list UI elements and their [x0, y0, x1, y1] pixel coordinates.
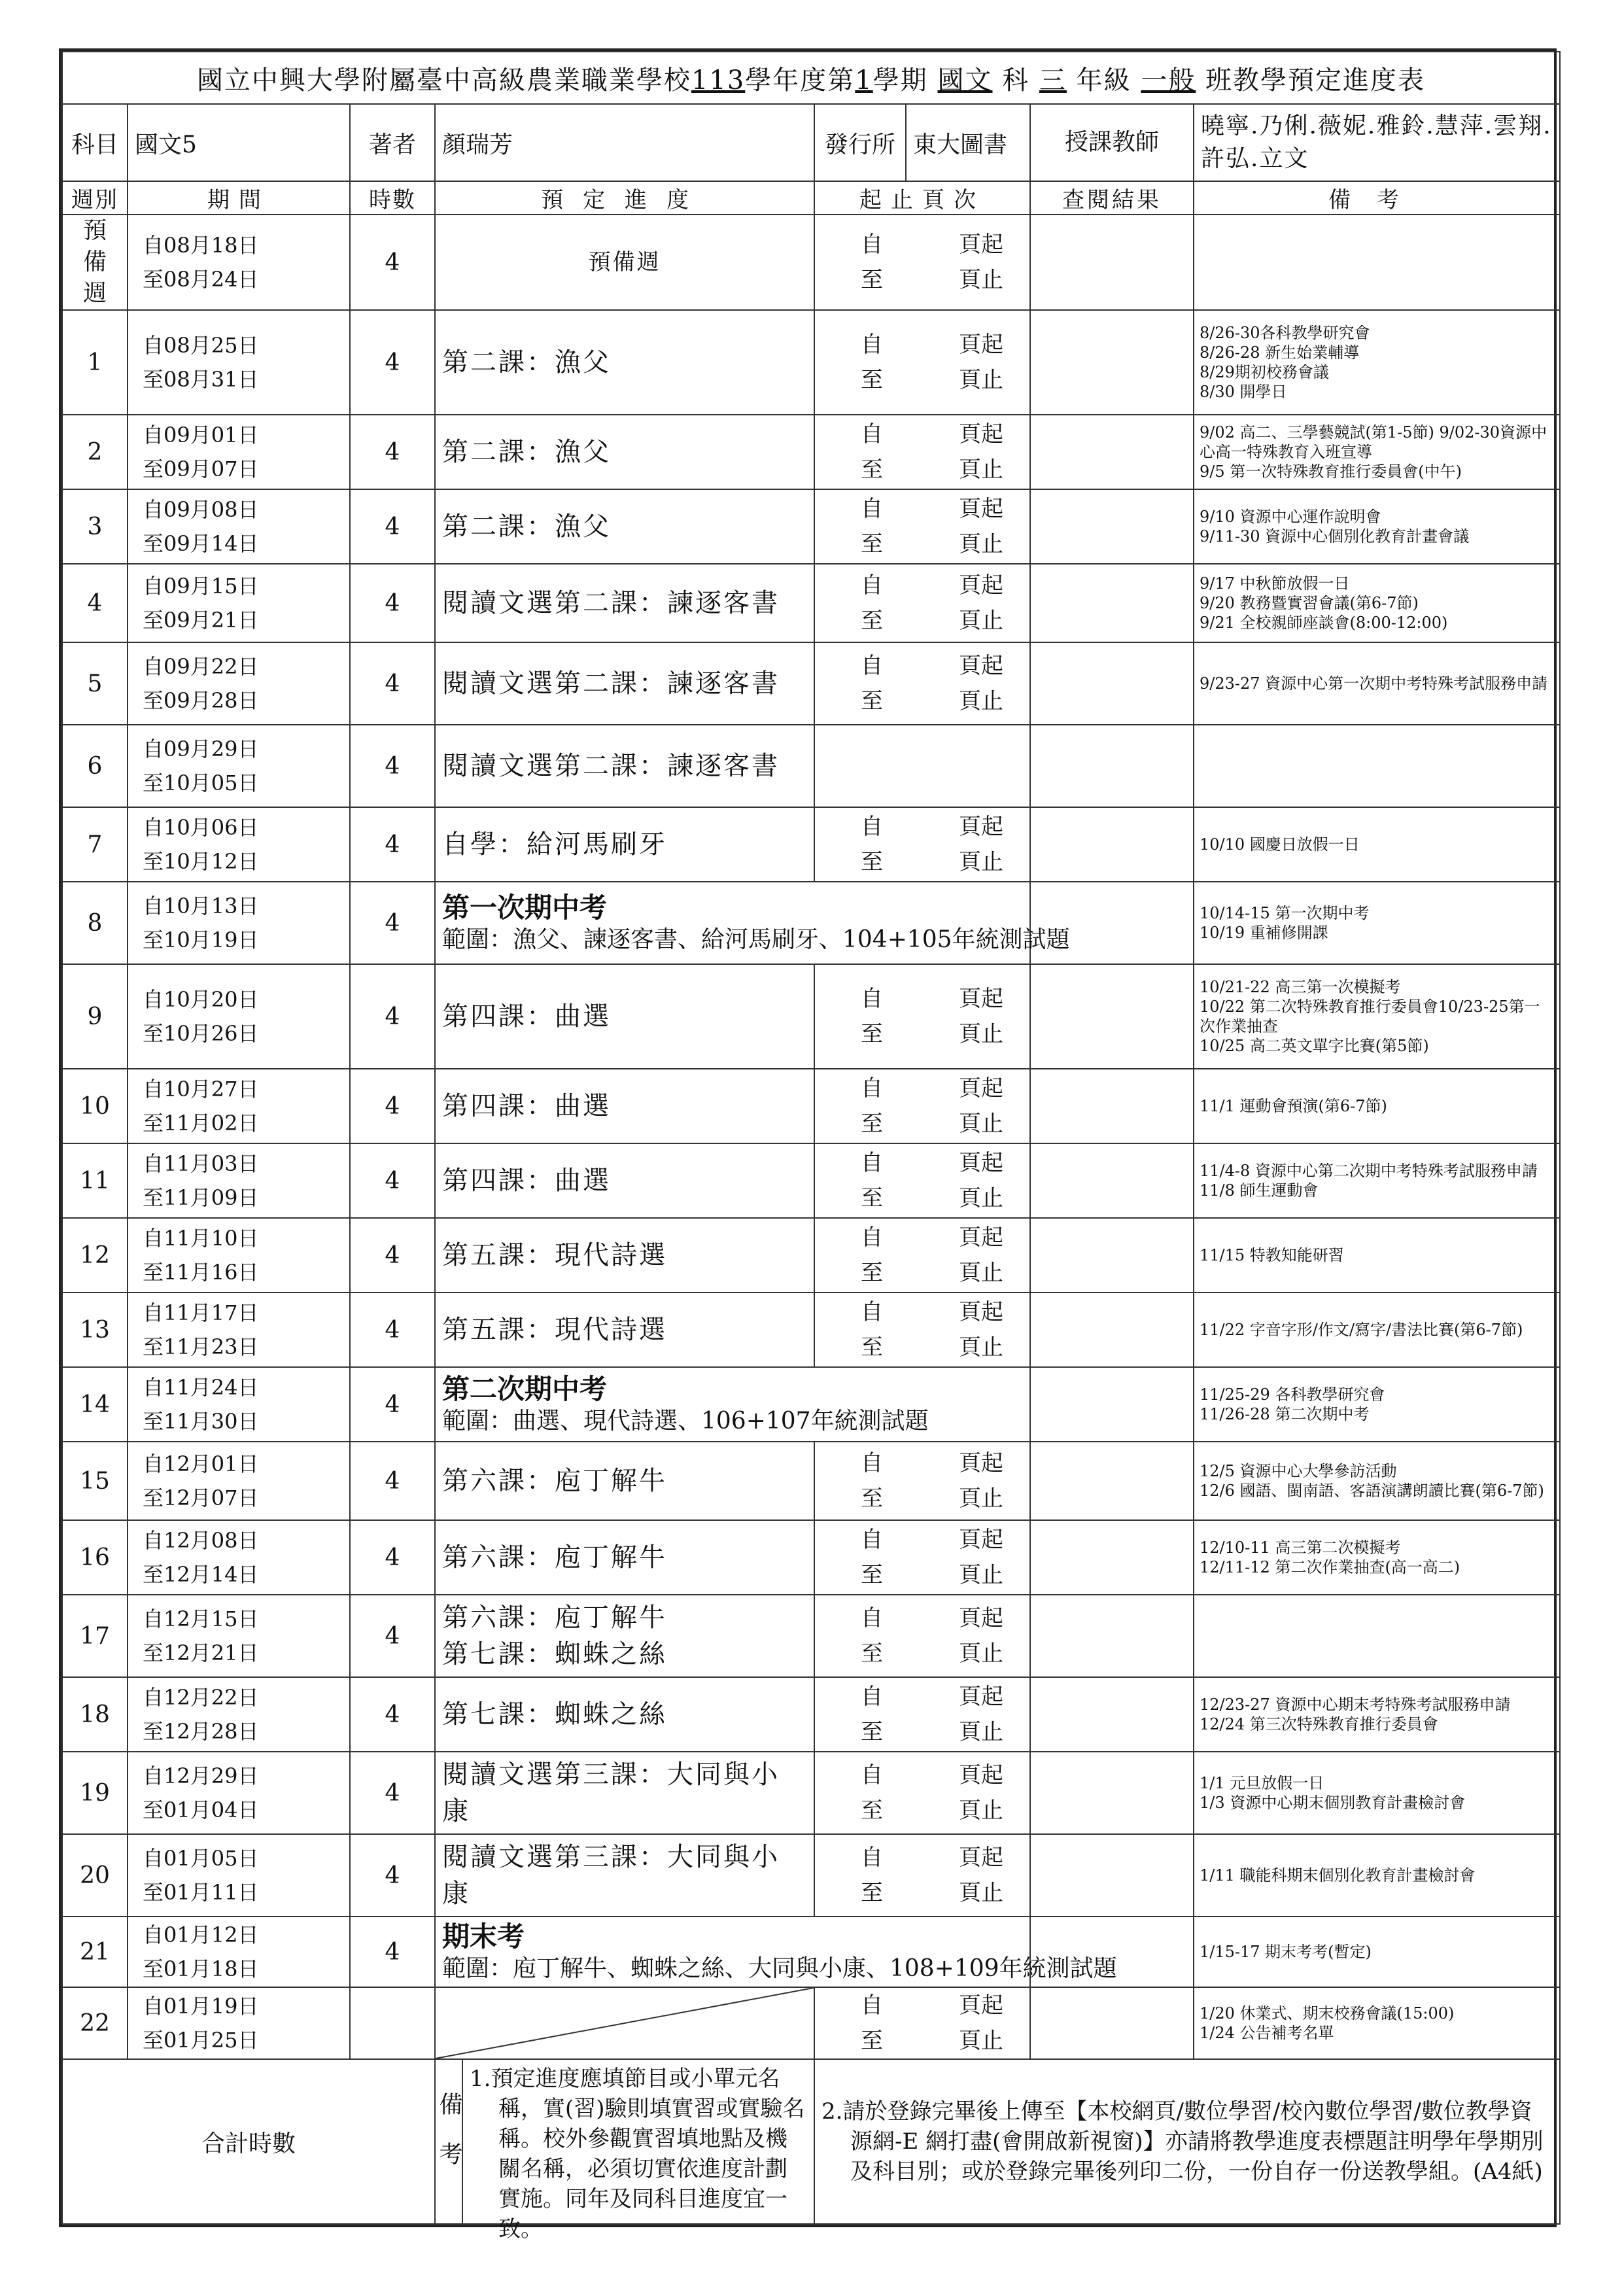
review-cell: [1030, 1987, 1194, 2059]
pages-range: [814, 1595, 1030, 1677]
plan-text: 閱讀文選第三課：大同與小康: [435, 1752, 814, 1834]
exam-plan: [435, 1367, 1030, 1442]
week-note: 9/23-27 資源中心第一次期中考特殊考試服務申請: [1194, 642, 1560, 725]
week-period: [128, 1834, 350, 1917]
pages-start: 自 頁起: [861, 653, 1003, 679]
week-period: [128, 1293, 350, 1367]
week-note: 9/17 中秋節放假一日 9/20 教務暨實習會議(第6-7節) 9/21 全校親師座談會(8:00-12:00): [1194, 564, 1560, 642]
pages-range: [814, 1293, 1030, 1367]
week-note: 1/20 休業式、期末校務會議(15:00) 1/24 公告補考名單: [1194, 1987, 1560, 2059]
period-from: 自09月08日: [143, 497, 259, 522]
week-row: [62, 489, 1560, 564]
period-to: 至11月23日: [143, 1334, 259, 1359]
pages-start: 自 頁起: [861, 1224, 1003, 1251]
diagonal-line: [436, 1988, 814, 2058]
period-from: 自10月13日: [143, 894, 259, 918]
week-note: 11/15 特教知能研習: [1194, 1218, 1560, 1293]
week-row: [62, 1293, 1560, 1367]
week-hours: 4: [350, 882, 435, 964]
week-number: 16: [62, 1520, 128, 1595]
week-note: 10/21-22 高三第一次模擬考 10/22 第二次特殊教育推行委員會10/23-25第一次作業抽查 10/25 高二英文單字比賽(第5節): [1194, 964, 1560, 1069]
week-period: [128, 1367, 350, 1442]
week-hours: 4: [350, 1143, 435, 1218]
pages-end: 至 頁止: [861, 688, 1003, 714]
author-value: 顏瑞芳: [435, 104, 814, 181]
period-to: 至12月21日: [143, 1641, 259, 1665]
col-pages: 起止頁次: [814, 181, 1030, 215]
week-hours: 4: [350, 564, 435, 642]
pages-range: [814, 415, 1030, 489]
page-title: 國立中興大學附屬臺中高級農業職業學校113學年度第1學期 國文 科 三 年級 一般 班教學預定進度表: [62, 52, 1560, 104]
week-hours: 4: [350, 642, 435, 725]
week-row: [62, 882, 1560, 964]
week-hours: 4: [350, 310, 435, 415]
week-row: [62, 310, 1560, 415]
footer-row: [62, 2059, 1560, 2224]
week-hours: 4: [350, 1442, 435, 1520]
pages-range: [814, 1520, 1030, 1595]
pages-end: 至 頁止: [861, 1719, 1003, 1745]
pages-end: 至 頁止: [861, 1562, 1003, 1588]
week-note: 12/23-27 資源中心期末考特殊考試服務申請 12/24 第三次特殊教育推行委員會: [1194, 1677, 1560, 1752]
week-period: [128, 1595, 350, 1677]
pages-end: 至 頁止: [861, 2028, 1003, 2054]
review-cell: [1030, 1367, 1194, 1442]
week-period: [128, 725, 350, 807]
week-note: 9/10 資源中心運作說明會 9/11-30 資源中心個別化教育計畫會議: [1194, 489, 1560, 564]
period-to: 至12月07日: [143, 1485, 259, 1510]
exam-range: 範圍：庖丁解牛、蜘蛛之絲、大同與小康、108+109年統測試題: [442, 1955, 1117, 1982]
pages-end: 至 頁止: [861, 1185, 1003, 1211]
review-cell: [1030, 489, 1194, 564]
period-to: 至01月11日: [143, 1880, 259, 1905]
pages-start: 自 頁起: [861, 332, 1003, 358]
week-note: 10/14-15 第一次期中考 10/19 重補修開課: [1194, 882, 1560, 964]
period-from: 自09月22日: [143, 654, 259, 679]
exam-range: 範圍：曲選、現代詩選、106+107年統測試題: [442, 1408, 929, 1434]
plan-text: 第五課：現代詩選: [435, 1293, 814, 1367]
week-number: 4: [62, 564, 128, 642]
pages-start: 自 頁起: [861, 1605, 1003, 1631]
review-cell: [1030, 1595, 1194, 1677]
week-period: [128, 215, 350, 310]
plan-text: 閱讀文選第二課：諫逐客書: [435, 642, 814, 725]
week-number: 3: [62, 489, 128, 564]
period-from: 自09月01日: [143, 423, 259, 447]
pages-start: 自 頁起: [861, 1684, 1003, 1710]
pages-range: [814, 215, 1030, 310]
week-number: 11: [62, 1143, 128, 1218]
pages-range: [814, 1677, 1030, 1752]
week-note: [1194, 1595, 1560, 1677]
week-number: 7: [62, 807, 128, 882]
exam-plan: [435, 882, 1070, 964]
week-hours: 4: [350, 1218, 435, 1293]
week-note: 11/1 運動會預演(第6-7節): [1194, 1069, 1560, 1143]
week-row: [62, 807, 1560, 882]
period-from: 自12月29日: [143, 1763, 259, 1788]
week-row: [62, 1917, 1560, 1987]
pages-cell-empty: [814, 725, 1030, 807]
period-to: 至08月24日: [143, 267, 259, 292]
week-period: [128, 1218, 350, 1293]
week-number: 2: [62, 415, 128, 489]
pages-range: [814, 489, 1030, 564]
review-cell: [1030, 1442, 1194, 1520]
pages-end: 至 頁止: [861, 1260, 1003, 1286]
subject-label: 科目: [62, 104, 128, 181]
plan-text: 預備週: [435, 215, 814, 310]
week-note: 12/5 資源中心大學參訪活動 12/6 國語、閩南語、客語演講朗讀比賽(第6-7節): [1194, 1442, 1560, 1520]
period-from: 自08月25日: [143, 333, 259, 358]
pages-range: [814, 642, 1030, 725]
review-cell: [1030, 215, 1194, 310]
period-to: 至01月18日: [143, 1956, 259, 1981]
pages-end: 至 頁止: [861, 608, 1003, 634]
week-hours: 4: [350, 1069, 435, 1143]
week-number: 預備週: [62, 215, 128, 310]
plan-text: 閱讀文選第二課：諫逐客書: [435, 564, 814, 642]
week-period: [128, 882, 350, 964]
pages-end: 至 頁止: [861, 1334, 1003, 1361]
plan-text: 閱讀文選第二課：諫逐客書: [435, 725, 814, 807]
week-number: 12: [62, 1218, 128, 1293]
week-hours: 4: [350, 415, 435, 489]
week-period: [128, 1917, 350, 1987]
period-from: 自12月01日: [143, 1451, 259, 1476]
week-number: 17: [62, 1595, 128, 1677]
week-row: [62, 1987, 1560, 2059]
week-hours: 4: [350, 1917, 435, 1987]
review-cell: [1030, 725, 1194, 807]
week-period: [128, 415, 350, 489]
week-hours: 4: [350, 807, 435, 882]
week-note: 10/10 國慶日放假一日: [1194, 807, 1560, 882]
period-from: 自01月12日: [143, 1922, 259, 1947]
period-to: 至11月02日: [143, 1111, 259, 1136]
pages-end: 至 頁止: [861, 849, 1003, 875]
week-number: 22: [62, 1987, 128, 2059]
week-hours: 4: [350, 964, 435, 1069]
review-cell: [1030, 642, 1194, 725]
publisher-value: 東大圖書: [906, 104, 1030, 181]
subject-value: 國文5: [128, 104, 350, 181]
week-hours: 4: [350, 1367, 435, 1442]
period-to: 至08月31日: [143, 367, 259, 392]
week-number: 14: [62, 1367, 128, 1442]
week-period: [128, 1752, 350, 1834]
week-number: 10: [62, 1069, 128, 1143]
remark-1: 1.預定進度應填節目或小單元名稱，實(習)驗則填實習或實驗名稱。校外參觀實習填地點及機關名稱，必須切實依進度計劃實施。同年及同科目進度宜一致。: [470, 2066, 805, 2242]
review-cell: [1030, 1218, 1194, 1293]
exam-title: 第一次期中考: [442, 892, 608, 924]
period-to: 至01月25日: [143, 2028, 259, 2053]
week-period: [128, 1677, 350, 1752]
pages-start: 自 頁起: [861, 232, 1003, 258]
total-hours-label: 合計時數: [62, 2059, 435, 2224]
week-period: [128, 489, 350, 564]
period-from: 自09月29日: [143, 737, 259, 761]
review-cell: [1030, 310, 1194, 415]
schedule-sheet: [59, 48, 1557, 2242]
period-from: 自10月20日: [143, 987, 259, 1012]
period-to: 至11月09日: [143, 1185, 259, 1210]
week-note: 11/25-29 各科教學研究會 11/26-28 第二次期中考: [1194, 1367, 1560, 1442]
plan-text: 第二課：漁父: [435, 310, 814, 415]
week-period: [128, 310, 350, 415]
plan-text: 第二課：漁父: [435, 415, 814, 489]
pages-end: 至 頁止: [861, 1797, 1003, 1824]
pages-start: 自 頁起: [861, 421, 1003, 447]
period-to: 至10月19日: [143, 928, 259, 952]
plan-text: 第六課：庖丁解牛: [435, 1442, 814, 1520]
week-number: 20: [62, 1834, 128, 1917]
week-note: 11/22 字音字形/作文/寫字/書法比賽(第6-7節): [1194, 1293, 1560, 1367]
week-row: [62, 1752, 1560, 1834]
pages-start: 自 頁起: [861, 1845, 1003, 1871]
remarks-text-1: [463, 2060, 814, 2242]
week-row: [62, 1520, 1560, 1595]
week-period: [128, 807, 350, 882]
review-cell: [1030, 1143, 1194, 1218]
week-number: 13: [62, 1293, 128, 1367]
plan-text: 第四課：曲選: [435, 1069, 814, 1143]
plan-text: 第六課：庖丁解牛 第七課：蜘蛛之絲: [435, 1595, 814, 1677]
week-hours: 4: [350, 1834, 435, 1917]
pages-start: 自 頁起: [861, 1992, 1003, 2019]
period-from: 自12月08日: [143, 1528, 259, 1553]
col-hours: 時數: [350, 181, 435, 215]
exam-range: 範圍：漁父、諫逐客書、給河馬刷牙、104+105年統測試題: [442, 926, 1070, 953]
week-rows: [62, 215, 1560, 2059]
plan-text: 第四課：曲選: [435, 1143, 814, 1218]
review-cell: [1030, 1520, 1194, 1595]
week-row: [62, 1218, 1560, 1293]
period-from: 自11月03日: [143, 1151, 259, 1176]
week-hours: 4: [350, 215, 435, 310]
pages-range: [814, 1218, 1030, 1293]
review-cell: [1030, 1752, 1194, 1834]
pages-start: 自 頁起: [861, 1150, 1003, 1176]
period-to: 至09月21日: [143, 608, 259, 633]
remarks-label: [435, 2059, 814, 2242]
week-note: 11/4-8 資源中心第二次期中考特殊考試服務申請 11/8 師生運動會: [1194, 1143, 1560, 1218]
period-to: 至11月16日: [143, 1260, 259, 1285]
week-period: [128, 1987, 350, 2059]
week-row: [62, 1834, 1560, 1917]
week-hours: 4: [350, 1520, 435, 1595]
author-label: 著者: [350, 104, 435, 181]
pages-start: 自 頁起: [861, 496, 1003, 522]
week-row: [62, 1143, 1560, 1218]
period-from: 自01月19日: [143, 1994, 259, 2019]
col-week: 週別: [62, 181, 128, 215]
col-review: 查閱結果: [1030, 181, 1194, 215]
week-number: 15: [62, 1442, 128, 1520]
period-to: 至09月14日: [143, 531, 259, 556]
week-note: 8/26-30各科教學研究會 8/26-28 新生始業輔導 8/29期初校務會議 8/30 開學日: [1194, 310, 1560, 415]
plan-text: 第五課：現代詩選: [435, 1218, 814, 1293]
plan-text: 第二課：漁父: [435, 489, 814, 564]
review-cell: [1030, 415, 1194, 489]
week-hours: 4: [350, 725, 435, 807]
week-row: [62, 1367, 1560, 1442]
exam-title: 期末考: [442, 1920, 525, 1953]
week-hours: 4: [350, 1752, 435, 1834]
review-cell: [1030, 1293, 1194, 1367]
review-cell: [1030, 564, 1194, 642]
period-from: 自01月05日: [143, 1846, 259, 1871]
week-number: 5: [62, 642, 128, 725]
week-period: [128, 1143, 350, 1218]
period-to: 至09月28日: [143, 688, 259, 713]
week-hours: 4: [350, 489, 435, 564]
remarks-text-2: [814, 2059, 1560, 2224]
pages-end: 至 頁止: [861, 1111, 1003, 1137]
review-cell: [1030, 1834, 1194, 1917]
pages-range: [814, 1143, 1030, 1218]
period-to: 至12月14日: [143, 1562, 259, 1587]
period-to: 至11月30日: [143, 1409, 259, 1434]
week-hours: 4: [350, 1293, 435, 1367]
week-row: [62, 1069, 1560, 1143]
week-row: [62, 1595, 1560, 1677]
week-note: 12/10-11 高三第二次模擬考 12/11-12 第二次作業抽查(高一高二): [1194, 1520, 1560, 1595]
pages-range: [814, 310, 1030, 415]
period-to: 至01月04日: [143, 1797, 259, 1822]
week-row: [62, 415, 1560, 489]
period-to: 至10月12日: [143, 849, 259, 874]
pages-end: 至 頁止: [861, 1641, 1003, 1667]
period-from: 自12月22日: [143, 1685, 259, 1710]
pages-range: [814, 1442, 1030, 1520]
week-number: 9: [62, 964, 128, 1069]
review-cell: [1030, 1069, 1194, 1143]
week-note: [1194, 725, 1560, 807]
week-period: [128, 964, 350, 1069]
week-period: [128, 1520, 350, 1595]
schedule-table: [61, 51, 1561, 2242]
week-row: [62, 1442, 1560, 1520]
week-note: 9/02 高二、三學藝競試(第1-5節) 9/02-30資源中心高一特殊教育入班宣導 9/5 第一次特殊教育推行委員會(中午): [1194, 415, 1560, 489]
week-hours: 4: [350, 1677, 435, 1752]
week-number: 18: [62, 1677, 128, 1752]
week-row: [62, 1677, 1560, 1752]
period-from: 自10月27日: [143, 1077, 259, 1102]
week-note: 1/11 職能科期末個別化教育計畫檢討會: [1194, 1834, 1560, 1917]
week-note: 1/1 元旦放假一日 1/3 資源中心期末個別教育計畫檢討會: [1194, 1752, 1560, 1834]
period-from: 自11月24日: [143, 1375, 259, 1400]
pages-range: [814, 1834, 1030, 1917]
week-period: [128, 1442, 350, 1520]
week-number: 8: [62, 882, 128, 964]
pages-end: 至 頁止: [861, 1021, 1003, 1047]
pages-range: [814, 807, 1030, 882]
plan-text: 第六課：庖丁解牛: [435, 1520, 814, 1595]
pages-end: 至 頁止: [861, 267, 1003, 293]
review-cell: [1030, 807, 1194, 882]
exam-title: 第二次期中考: [442, 1373, 608, 1405]
plan-text: 第七課：蜘蛛之絲: [435, 1677, 814, 1752]
pages-range: [814, 1069, 1030, 1143]
pages-start: 自 頁起: [861, 572, 1003, 599]
review-cell: [1030, 1677, 1194, 1752]
period-from: 自11月10日: [143, 1226, 259, 1251]
week-hours: [350, 1987, 435, 2059]
week-number: 6: [62, 725, 128, 807]
pages-range: [814, 564, 1030, 642]
period-to: 至09月07日: [143, 457, 259, 481]
column-header-row: [62, 181, 1560, 215]
week-row: [62, 725, 1560, 807]
pages-end: 至 頁止: [861, 367, 1003, 393]
pages-end: 至 頁止: [861, 457, 1003, 483]
week-period: [128, 642, 350, 725]
plan-text: 自學：給河馬刷牙: [435, 807, 814, 882]
remarks-label-text: 備考: [436, 2060, 463, 2223]
info-row: [62, 104, 1560, 181]
pages-end: 至 頁止: [861, 531, 1003, 557]
col-period: 期間: [128, 181, 350, 215]
pages-end: 至 頁止: [861, 1485, 1003, 1512]
period-to: 至10月26日: [143, 1021, 259, 1046]
week-row: [62, 964, 1560, 1069]
week-row: [62, 564, 1560, 642]
week-number: 1: [62, 310, 128, 415]
remark-2: 2.請於登錄完畢後上傳至【本校網頁/數位學習/校內數位學習/數位教學資源網-E 網打盡(會開啟新視窗)】亦請將教學進度表標題註明學年學期別及科目別；或於登錄完畢後列印二份，一份自存一份送教學組。(A4紙): [821, 2098, 1544, 2185]
week-note: 1/15-17 期末考考(暫定): [1194, 1917, 1560, 1987]
pages-start: 自 頁起: [861, 986, 1003, 1012]
col-plan: 預定進度: [435, 181, 814, 215]
period-from: 自08月18日: [143, 233, 259, 258]
plan-text: 閱讀文選第三課：大同與小康: [435, 1834, 814, 1917]
pages-start: 自 頁起: [861, 1299, 1003, 1325]
pages-end: 至 頁止: [861, 1880, 1003, 1906]
pages-range: [814, 1987, 1030, 2059]
teacher-label: 授課教師: [1030, 104, 1194, 181]
pages-start: 自 頁起: [861, 814, 1003, 840]
period-from: 自10月06日: [143, 815, 259, 840]
pages-range: [814, 1752, 1030, 1834]
pages-start: 自 頁起: [861, 1450, 1003, 1476]
week-number: 21: [62, 1917, 128, 1987]
pages-start: 自 頁起: [861, 1527, 1003, 1553]
pages-start: 自 頁起: [861, 1075, 1003, 1102]
week-note: [1194, 215, 1560, 310]
week-row: [62, 642, 1560, 725]
week-period: [128, 1069, 350, 1143]
period-to: 至10月05日: [143, 771, 259, 795]
plan-cell-empty: [435, 1987, 814, 2059]
review-cell: [1030, 964, 1194, 1069]
period-to: 至12月28日: [143, 1719, 259, 1744]
period-from: 自09月15日: [143, 574, 259, 599]
col-remarks: 備考: [1194, 181, 1560, 215]
pages-start: 自 頁起: [861, 1762, 1003, 1788]
week-row: [62, 215, 1560, 310]
publisher-label: 發行所: [814, 104, 906, 181]
plan-text: 第四課：曲選: [435, 964, 814, 1069]
week-hours: 4: [350, 1595, 435, 1677]
week-period: [128, 564, 350, 642]
pages-range: [814, 964, 1030, 1069]
period-from: 自12月15日: [143, 1606, 259, 1631]
teacher-value: 曉寧.乃俐.薇妮.雅鈴.慧萍.雲翔.許弘.立文: [1194, 104, 1560, 181]
week-number: 19: [62, 1752, 128, 1834]
exam-plan: [435, 1917, 1117, 1987]
period-from: 自11月17日: [143, 1300, 259, 1325]
